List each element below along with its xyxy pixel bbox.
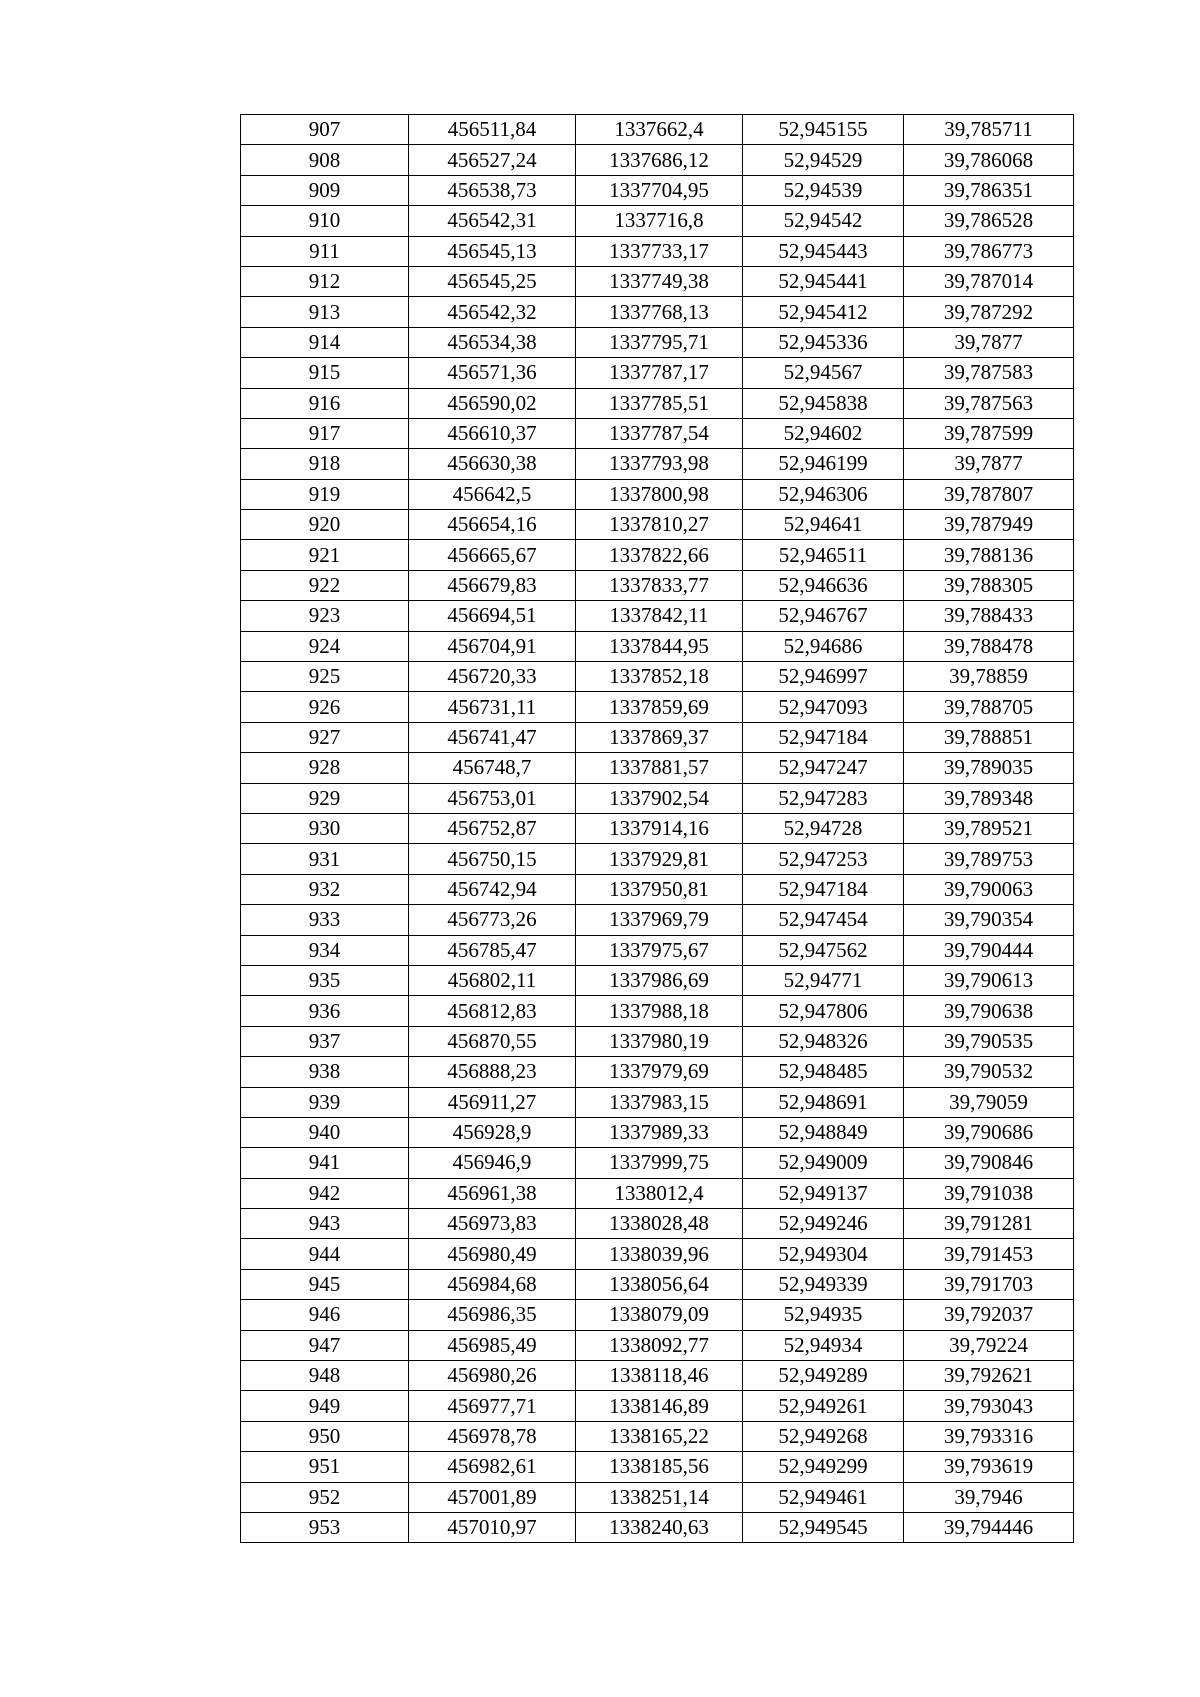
x-coordinate-cell: 456911,27 — [409, 1087, 576, 1117]
point-number-cell: 940 — [241, 1117, 409, 1147]
table-row — [241, 1087, 1074, 1117]
y-coordinate-cell: 1338079,09 — [576, 1300, 743, 1330]
latitude-cell: 52,949339 — [743, 1269, 904, 1299]
latitude-cell: 52,94771 — [743, 965, 904, 995]
point-number-cell: 933 — [241, 905, 409, 935]
x-coordinate-cell: 456752,87 — [409, 813, 576, 843]
x-coordinate-cell: 456545,13 — [409, 236, 576, 266]
table-row — [241, 996, 1074, 1026]
x-coordinate-cell: 456973,83 — [409, 1209, 576, 1239]
table-row — [241, 1148, 1074, 1178]
longitude-cell: 39,790613 — [904, 965, 1074, 995]
latitude-cell: 52,949268 — [743, 1421, 904, 1451]
longitude-cell: 39,786528 — [904, 206, 1074, 236]
latitude-cell: 52,945155 — [743, 115, 904, 145]
x-coordinate-cell: 456731,11 — [409, 692, 576, 722]
longitude-cell: 39,793043 — [904, 1391, 1074, 1421]
point-number-cell: 907 — [241, 115, 409, 145]
y-coordinate-cell: 1338056,64 — [576, 1269, 743, 1299]
latitude-cell: 52,945443 — [743, 236, 904, 266]
x-coordinate-cell: 456545,25 — [409, 266, 576, 296]
table-row — [241, 601, 1074, 631]
point-number-cell: 951 — [241, 1452, 409, 1482]
longitude-cell: 39,786773 — [904, 236, 1074, 266]
longitude-cell: 39,793619 — [904, 1452, 1074, 1482]
table-row — [241, 1452, 1074, 1482]
point-number-cell: 924 — [241, 631, 409, 661]
table-row — [241, 358, 1074, 388]
table-row — [241, 327, 1074, 357]
longitude-cell: 39,788433 — [904, 601, 1074, 631]
table-row — [241, 297, 1074, 327]
table-row — [241, 570, 1074, 600]
y-coordinate-cell: 1337800,98 — [576, 479, 743, 509]
x-coordinate-cell: 456542,31 — [409, 206, 576, 236]
point-number-cell: 939 — [241, 1087, 409, 1117]
latitude-cell: 52,949545 — [743, 1512, 904, 1542]
longitude-cell: 39,791453 — [904, 1239, 1074, 1269]
y-coordinate-cell: 1337810,27 — [576, 510, 743, 540]
table-row — [241, 935, 1074, 965]
table-row — [241, 1026, 1074, 1056]
x-coordinate-cell: 456753,01 — [409, 783, 576, 813]
table-row — [241, 115, 1074, 145]
table-row — [241, 662, 1074, 692]
y-coordinate-cell: 1337844,95 — [576, 631, 743, 661]
longitude-cell: 39,786068 — [904, 145, 1074, 175]
latitude-cell: 52,946767 — [743, 601, 904, 631]
x-coordinate-cell: 456946,9 — [409, 1148, 576, 1178]
point-number-cell: 936 — [241, 996, 409, 1026]
y-coordinate-cell: 1337983,15 — [576, 1087, 743, 1117]
x-coordinate-cell: 456720,33 — [409, 662, 576, 692]
y-coordinate-cell: 1337950,81 — [576, 874, 743, 904]
y-coordinate-cell: 1337704,95 — [576, 175, 743, 205]
latitude-cell: 52,947454 — [743, 905, 904, 935]
table-row — [241, 1512, 1074, 1542]
x-coordinate-cell: 457010,97 — [409, 1512, 576, 1542]
point-number-cell: 934 — [241, 935, 409, 965]
point-number-cell: 923 — [241, 601, 409, 631]
point-number-cell: 930 — [241, 813, 409, 843]
point-number-cell: 942 — [241, 1178, 409, 1208]
x-coordinate-cell: 456977,71 — [409, 1391, 576, 1421]
point-number-cell: 944 — [241, 1239, 409, 1269]
y-coordinate-cell: 1337787,54 — [576, 418, 743, 448]
x-coordinate-cell: 456961,38 — [409, 1178, 576, 1208]
longitude-cell: 39,7877 — [904, 327, 1074, 357]
x-coordinate-cell: 456980,26 — [409, 1361, 576, 1391]
longitude-cell: 39,791281 — [904, 1209, 1074, 1239]
x-coordinate-cell: 456741,47 — [409, 722, 576, 752]
table-row — [241, 692, 1074, 722]
x-coordinate-cell: 456538,73 — [409, 175, 576, 205]
point-number-cell: 911 — [241, 236, 409, 266]
y-coordinate-cell: 1337793,98 — [576, 449, 743, 479]
table-row — [241, 1117, 1074, 1147]
y-coordinate-cell: 1337768,13 — [576, 297, 743, 327]
point-number-cell: 928 — [241, 753, 409, 783]
table-row — [241, 206, 1074, 236]
x-coordinate-cell: 456984,68 — [409, 1269, 576, 1299]
x-coordinate-cell: 456511,84 — [409, 115, 576, 145]
longitude-cell: 39,7877 — [904, 449, 1074, 479]
x-coordinate-cell: 456654,16 — [409, 510, 576, 540]
longitude-cell: 39,789035 — [904, 753, 1074, 783]
latitude-cell: 52,94686 — [743, 631, 904, 661]
longitude-cell: 39,794446 — [904, 1512, 1074, 1542]
x-coordinate-cell: 456982,61 — [409, 1452, 576, 1482]
x-coordinate-cell: 456986,35 — [409, 1300, 576, 1330]
y-coordinate-cell: 1337716,8 — [576, 206, 743, 236]
x-coordinate-cell: 456978,78 — [409, 1421, 576, 1451]
longitude-cell: 39,787807 — [904, 479, 1074, 509]
latitude-cell: 52,94567 — [743, 358, 904, 388]
point-number-cell: 908 — [241, 145, 409, 175]
point-number-cell: 949 — [241, 1391, 409, 1421]
longitude-cell: 39,789753 — [904, 844, 1074, 874]
y-coordinate-cell: 1337859,69 — [576, 692, 743, 722]
longitude-cell: 39,790063 — [904, 874, 1074, 904]
x-coordinate-cell: 456870,55 — [409, 1026, 576, 1056]
latitude-cell: 52,946636 — [743, 570, 904, 600]
coordinates-table-body — [241, 115, 1074, 1543]
x-coordinate-cell: 456704,91 — [409, 631, 576, 661]
table-row — [241, 722, 1074, 752]
table-row — [241, 1269, 1074, 1299]
latitude-cell: 52,947184 — [743, 722, 904, 752]
table-row — [241, 175, 1074, 205]
y-coordinate-cell: 1337989,33 — [576, 1117, 743, 1147]
y-coordinate-cell: 1337833,77 — [576, 570, 743, 600]
latitude-cell: 52,945441 — [743, 266, 904, 296]
point-number-cell: 921 — [241, 540, 409, 570]
point-number-cell: 914 — [241, 327, 409, 357]
latitude-cell: 52,947247 — [743, 753, 904, 783]
point-number-cell: 919 — [241, 479, 409, 509]
latitude-cell: 52,94539 — [743, 175, 904, 205]
y-coordinate-cell: 1337980,19 — [576, 1026, 743, 1056]
y-coordinate-cell: 1337929,81 — [576, 844, 743, 874]
table-row — [241, 783, 1074, 813]
y-coordinate-cell: 1338146,89 — [576, 1391, 743, 1421]
longitude-cell: 39,79224 — [904, 1330, 1074, 1360]
table-row — [241, 1330, 1074, 1360]
x-coordinate-cell: 456985,49 — [409, 1330, 576, 1360]
table-row — [241, 1209, 1074, 1239]
y-coordinate-cell: 1337975,67 — [576, 935, 743, 965]
y-coordinate-cell: 1337869,37 — [576, 722, 743, 752]
longitude-cell: 39,790444 — [904, 935, 1074, 965]
point-number-cell: 947 — [241, 1330, 409, 1360]
point-number-cell: 916 — [241, 388, 409, 418]
y-coordinate-cell: 1337986,69 — [576, 965, 743, 995]
longitude-cell: 39,786351 — [904, 175, 1074, 205]
longitude-cell: 39,793316 — [904, 1421, 1074, 1451]
y-coordinate-cell: 1337881,57 — [576, 753, 743, 783]
y-coordinate-cell: 1338012,4 — [576, 1178, 743, 1208]
x-coordinate-cell: 456748,7 — [409, 753, 576, 783]
table-row — [241, 449, 1074, 479]
table-row — [241, 1239, 1074, 1269]
x-coordinate-cell: 457001,89 — [409, 1482, 576, 1512]
latitude-cell: 52,947093 — [743, 692, 904, 722]
y-coordinate-cell: 1338039,96 — [576, 1239, 743, 1269]
point-number-cell: 920 — [241, 510, 409, 540]
y-coordinate-cell: 1338251,14 — [576, 1482, 743, 1512]
longitude-cell: 39,788136 — [904, 540, 1074, 570]
longitude-cell: 39,790354 — [904, 905, 1074, 935]
y-coordinate-cell: 1338118,46 — [576, 1361, 743, 1391]
point-number-cell: 950 — [241, 1421, 409, 1451]
table-row — [241, 631, 1074, 661]
longitude-cell: 39,787292 — [904, 297, 1074, 327]
latitude-cell: 52,949304 — [743, 1239, 904, 1269]
x-coordinate-cell: 456812,83 — [409, 996, 576, 1026]
table-row — [241, 1361, 1074, 1391]
x-coordinate-cell: 456642,5 — [409, 479, 576, 509]
latitude-cell: 52,946997 — [743, 662, 904, 692]
x-coordinate-cell: 456773,26 — [409, 905, 576, 935]
point-number-cell: 926 — [241, 692, 409, 722]
longitude-cell: 39,787014 — [904, 266, 1074, 296]
point-number-cell: 909 — [241, 175, 409, 205]
x-coordinate-cell: 456679,83 — [409, 570, 576, 600]
table-row — [241, 418, 1074, 448]
latitude-cell: 52,949299 — [743, 1452, 904, 1482]
point-number-cell: 915 — [241, 358, 409, 388]
point-number-cell: 929 — [241, 783, 409, 813]
latitude-cell: 52,94641 — [743, 510, 904, 540]
latitude-cell: 52,94934 — [743, 1330, 904, 1360]
longitude-cell: 39,791038 — [904, 1178, 1074, 1208]
y-coordinate-cell: 1337902,54 — [576, 783, 743, 813]
latitude-cell: 52,949246 — [743, 1209, 904, 1239]
longitude-cell: 39,787949 — [904, 510, 1074, 540]
point-number-cell: 922 — [241, 570, 409, 600]
longitude-cell: 39,788305 — [904, 570, 1074, 600]
longitude-cell: 39,788851 — [904, 722, 1074, 752]
latitude-cell: 52,94602 — [743, 418, 904, 448]
x-coordinate-cell: 456694,51 — [409, 601, 576, 631]
point-number-cell: 931 — [241, 844, 409, 874]
longitude-cell: 39,79059 — [904, 1087, 1074, 1117]
y-coordinate-cell: 1337822,66 — [576, 540, 743, 570]
point-number-cell: 913 — [241, 297, 409, 327]
point-number-cell: 953 — [241, 1512, 409, 1542]
longitude-cell: 39,7946 — [904, 1482, 1074, 1512]
latitude-cell: 52,948691 — [743, 1087, 904, 1117]
latitude-cell: 52,947283 — [743, 783, 904, 813]
latitude-cell: 52,945336 — [743, 327, 904, 357]
table-row — [241, 753, 1074, 783]
point-number-cell: 925 — [241, 662, 409, 692]
point-number-cell: 938 — [241, 1057, 409, 1087]
latitude-cell: 52,946199 — [743, 449, 904, 479]
latitude-cell: 52,948485 — [743, 1057, 904, 1087]
point-number-cell: 948 — [241, 1361, 409, 1391]
latitude-cell: 52,946511 — [743, 540, 904, 570]
point-number-cell: 941 — [241, 1148, 409, 1178]
longitude-cell: 39,792037 — [904, 1300, 1074, 1330]
latitude-cell: 52,946306 — [743, 479, 904, 509]
table-row — [241, 540, 1074, 570]
y-coordinate-cell: 1337749,38 — [576, 266, 743, 296]
y-coordinate-cell: 1337842,11 — [576, 601, 743, 631]
x-coordinate-cell: 456665,67 — [409, 540, 576, 570]
longitude-cell: 39,790846 — [904, 1148, 1074, 1178]
longitude-cell: 39,790638 — [904, 996, 1074, 1026]
latitude-cell: 52,949461 — [743, 1482, 904, 1512]
y-coordinate-cell: 1337979,69 — [576, 1057, 743, 1087]
x-coordinate-cell: 456802,11 — [409, 965, 576, 995]
latitude-cell: 52,949289 — [743, 1361, 904, 1391]
latitude-cell: 52,949009 — [743, 1148, 904, 1178]
y-coordinate-cell: 1337852,18 — [576, 662, 743, 692]
longitude-cell: 39,790686 — [904, 1117, 1074, 1147]
longitude-cell: 39,785711 — [904, 115, 1074, 145]
point-number-cell: 945 — [241, 1269, 409, 1299]
table-row — [241, 813, 1074, 843]
y-coordinate-cell: 1338165,22 — [576, 1421, 743, 1451]
x-coordinate-cell: 456742,94 — [409, 874, 576, 904]
latitude-cell: 52,947253 — [743, 844, 904, 874]
latitude-cell: 52,94529 — [743, 145, 904, 175]
point-number-cell: 917 — [241, 418, 409, 448]
y-coordinate-cell: 1337686,12 — [576, 145, 743, 175]
table-row — [241, 236, 1074, 266]
x-coordinate-cell: 456785,47 — [409, 935, 576, 965]
y-coordinate-cell: 1338028,48 — [576, 1209, 743, 1239]
table-row — [241, 266, 1074, 296]
table-row — [241, 965, 1074, 995]
latitude-cell: 52,94542 — [743, 206, 904, 236]
point-number-cell: 910 — [241, 206, 409, 236]
longitude-cell: 39,788478 — [904, 631, 1074, 661]
point-number-cell: 912 — [241, 266, 409, 296]
x-coordinate-cell: 456980,49 — [409, 1239, 576, 1269]
x-coordinate-cell: 456542,32 — [409, 297, 576, 327]
x-coordinate-cell: 456928,9 — [409, 1117, 576, 1147]
latitude-cell: 52,945838 — [743, 388, 904, 418]
table-row — [241, 905, 1074, 935]
y-coordinate-cell: 1338240,63 — [576, 1512, 743, 1542]
table-row — [241, 1057, 1074, 1087]
y-coordinate-cell: 1337999,75 — [576, 1148, 743, 1178]
y-coordinate-cell: 1337787,17 — [576, 358, 743, 388]
x-coordinate-cell: 456527,24 — [409, 145, 576, 175]
latitude-cell: 52,947562 — [743, 935, 904, 965]
table-row — [241, 145, 1074, 175]
table-row — [241, 1421, 1074, 1451]
longitude-cell: 39,792621 — [904, 1361, 1074, 1391]
longitude-cell: 39,788705 — [904, 692, 1074, 722]
x-coordinate-cell: 456750,15 — [409, 844, 576, 874]
table-row — [241, 1300, 1074, 1330]
longitude-cell: 39,790532 — [904, 1057, 1074, 1087]
longitude-cell: 39,789348 — [904, 783, 1074, 813]
x-coordinate-cell: 456590,02 — [409, 388, 576, 418]
point-number-cell: 935 — [241, 965, 409, 995]
y-coordinate-cell: 1338185,56 — [576, 1452, 743, 1482]
table-row — [241, 1178, 1074, 1208]
y-coordinate-cell: 1337914,16 — [576, 813, 743, 843]
y-coordinate-cell: 1337795,71 — [576, 327, 743, 357]
latitude-cell: 52,949261 — [743, 1391, 904, 1421]
y-coordinate-cell: 1337785,51 — [576, 388, 743, 418]
point-number-cell: 932 — [241, 874, 409, 904]
point-number-cell: 952 — [241, 1482, 409, 1512]
x-coordinate-cell: 456534,38 — [409, 327, 576, 357]
table-row — [241, 874, 1074, 904]
latitude-cell: 52,948326 — [743, 1026, 904, 1056]
longitude-cell: 39,789521 — [904, 813, 1074, 843]
table-row — [241, 1482, 1074, 1512]
latitude-cell: 52,947184 — [743, 874, 904, 904]
latitude-cell: 52,948849 — [743, 1117, 904, 1147]
longitude-cell: 39,78859 — [904, 662, 1074, 692]
longitude-cell: 39,787583 — [904, 358, 1074, 388]
longitude-cell: 39,790535 — [904, 1026, 1074, 1056]
coordinates-table — [240, 114, 1074, 1543]
longitude-cell: 39,791703 — [904, 1269, 1074, 1299]
y-coordinate-cell: 1338092,77 — [576, 1330, 743, 1360]
x-coordinate-cell: 456571,36 — [409, 358, 576, 388]
y-coordinate-cell: 1337969,79 — [576, 905, 743, 935]
x-coordinate-cell: 456630,38 — [409, 449, 576, 479]
table-row — [241, 1391, 1074, 1421]
y-coordinate-cell: 1337733,17 — [576, 236, 743, 266]
point-number-cell: 937 — [241, 1026, 409, 1056]
y-coordinate-cell: 1337662,4 — [576, 115, 743, 145]
point-number-cell: 943 — [241, 1209, 409, 1239]
point-number-cell: 918 — [241, 449, 409, 479]
latitude-cell: 52,94935 — [743, 1300, 904, 1330]
table-row — [241, 388, 1074, 418]
table-row — [241, 510, 1074, 540]
point-number-cell: 946 — [241, 1300, 409, 1330]
y-coordinate-cell: 1337988,18 — [576, 996, 743, 1026]
latitude-cell: 52,945412 — [743, 297, 904, 327]
latitude-cell: 52,947806 — [743, 996, 904, 1026]
longitude-cell: 39,787563 — [904, 388, 1074, 418]
longitude-cell: 39,787599 — [904, 418, 1074, 448]
x-coordinate-cell: 456610,37 — [409, 418, 576, 448]
latitude-cell: 52,949137 — [743, 1178, 904, 1208]
x-coordinate-cell: 456888,23 — [409, 1057, 576, 1087]
table-row — [241, 479, 1074, 509]
table-row — [241, 844, 1074, 874]
point-number-cell: 927 — [241, 722, 409, 752]
latitude-cell: 52,94728 — [743, 813, 904, 843]
